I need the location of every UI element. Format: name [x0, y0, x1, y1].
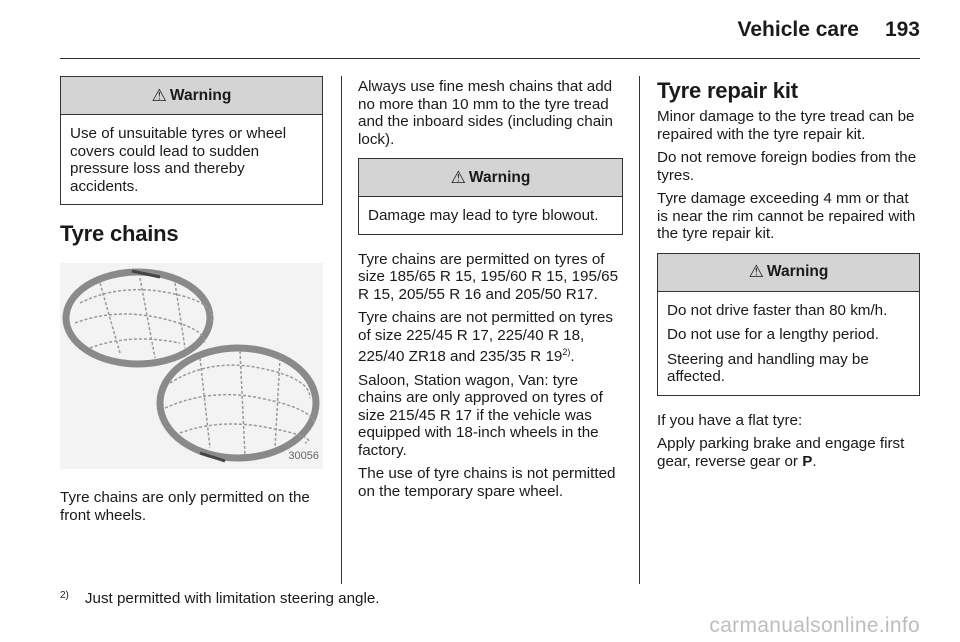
warning-text: Damage may lead to tyre blowout. [368, 207, 599, 224]
warning-triangle-icon: ⚠ [450, 167, 466, 187]
column-right [657, 78, 920, 476]
warning-title: Warning [169, 86, 232, 104]
paragraph-text: Tyre chains are not permitted on tyres of size 225/45 R 17, 225/40 R 18, 225/40 ZR18 and 235/35 R 19 [358, 309, 613, 366]
paragraph: Tyre damage exceeding 4 mm or that is near the rim cannot be repaired with the tyre repair kit. [657, 190, 916, 242]
warning-header [61, 77, 322, 115]
paragraph: The use of tyre chains is not permitted on the temporary spare wheel. [358, 465, 616, 500]
warning-text: Do not drive faster than 80 km/h. [667, 301, 888, 319]
section-heading: Tyre repair kit [657, 78, 798, 103]
tyre-chains-illustration [60, 263, 323, 469]
paragraph: Always use fine mesh chains that add no more than 10 mm to the tyre tread and the inboard sides (including chain lock). [358, 78, 613, 148]
paragraph-end: . [570, 348, 575, 366]
paragraph: Saloon, Station wagon, Van: tyre chains are only approved on tyres of size 215/45 R 17 if the vehicle was equipped with 18-inch wheels in the factory. [358, 371, 603, 459]
warning-text: Steering and handling may be affected. [667, 350, 869, 385]
column-divider [341, 76, 342, 584]
watermark: carmanualsonline.info [709, 614, 920, 637]
paragraph [657, 435, 920, 470]
tyre-chain-drawing [60, 263, 323, 469]
footnote-ref: 2) [562, 347, 571, 357]
paragraph: Do not remove foreign bodies from the tyres. [657, 149, 917, 184]
gear-p-label: P [802, 452, 813, 470]
footnote [60, 590, 380, 607]
warning-header [658, 254, 919, 292]
paragraph: Tyre chains are only permitted on the front wheels. [60, 489, 310, 524]
paragraph-text: Apply parking brake and engage first gear, reverse gear or [657, 435, 905, 470]
paragraph: If you have a flat tyre: [657, 411, 803, 429]
paragraph: Minor damage to the tyre tread can be repaired with the tyre repair kit. [657, 108, 915, 143]
warning-text: Use of unsuitable tyres or wheel covers could lead to sudden pressure loss and thereby accidents. [70, 125, 287, 195]
section-title: Vehicle care [737, 18, 859, 41]
paragraph: Tyre chains are permitted on tyres of size 185/65 R 15, 195/60 R 15, 195/65 R 15, 205/55 R 16 and 205/50 R17. [358, 250, 619, 303]
warning-box [657, 253, 920, 396]
warning-title: Warning [766, 263, 829, 281]
warning-header [359, 159, 622, 197]
warning-title: Warning [468, 168, 531, 186]
section-heading: Tyre chains [60, 221, 179, 246]
warning-triangle-icon: ⚠ [151, 85, 167, 105]
footnote-marker: 2) [60, 590, 69, 601]
column-left [60, 76, 323, 530]
column-divider [639, 76, 640, 584]
figure-number: 30056 [288, 449, 319, 462]
column-middle [358, 78, 623, 506]
paragraph-end: . [812, 452, 817, 470]
header-rule [60, 58, 920, 59]
footnote-text: Just permitted with limitation steering angle. [84, 590, 380, 607]
warning-triangle-icon: ⚠ [748, 262, 764, 282]
page-number: 193 [884, 18, 920, 41]
warning-box [60, 76, 323, 205]
page-header [738, 18, 920, 42]
paragraph [358, 309, 623, 366]
warning-text: Do not use for a lengthy period. [667, 326, 879, 343]
warning-box [358, 158, 623, 235]
